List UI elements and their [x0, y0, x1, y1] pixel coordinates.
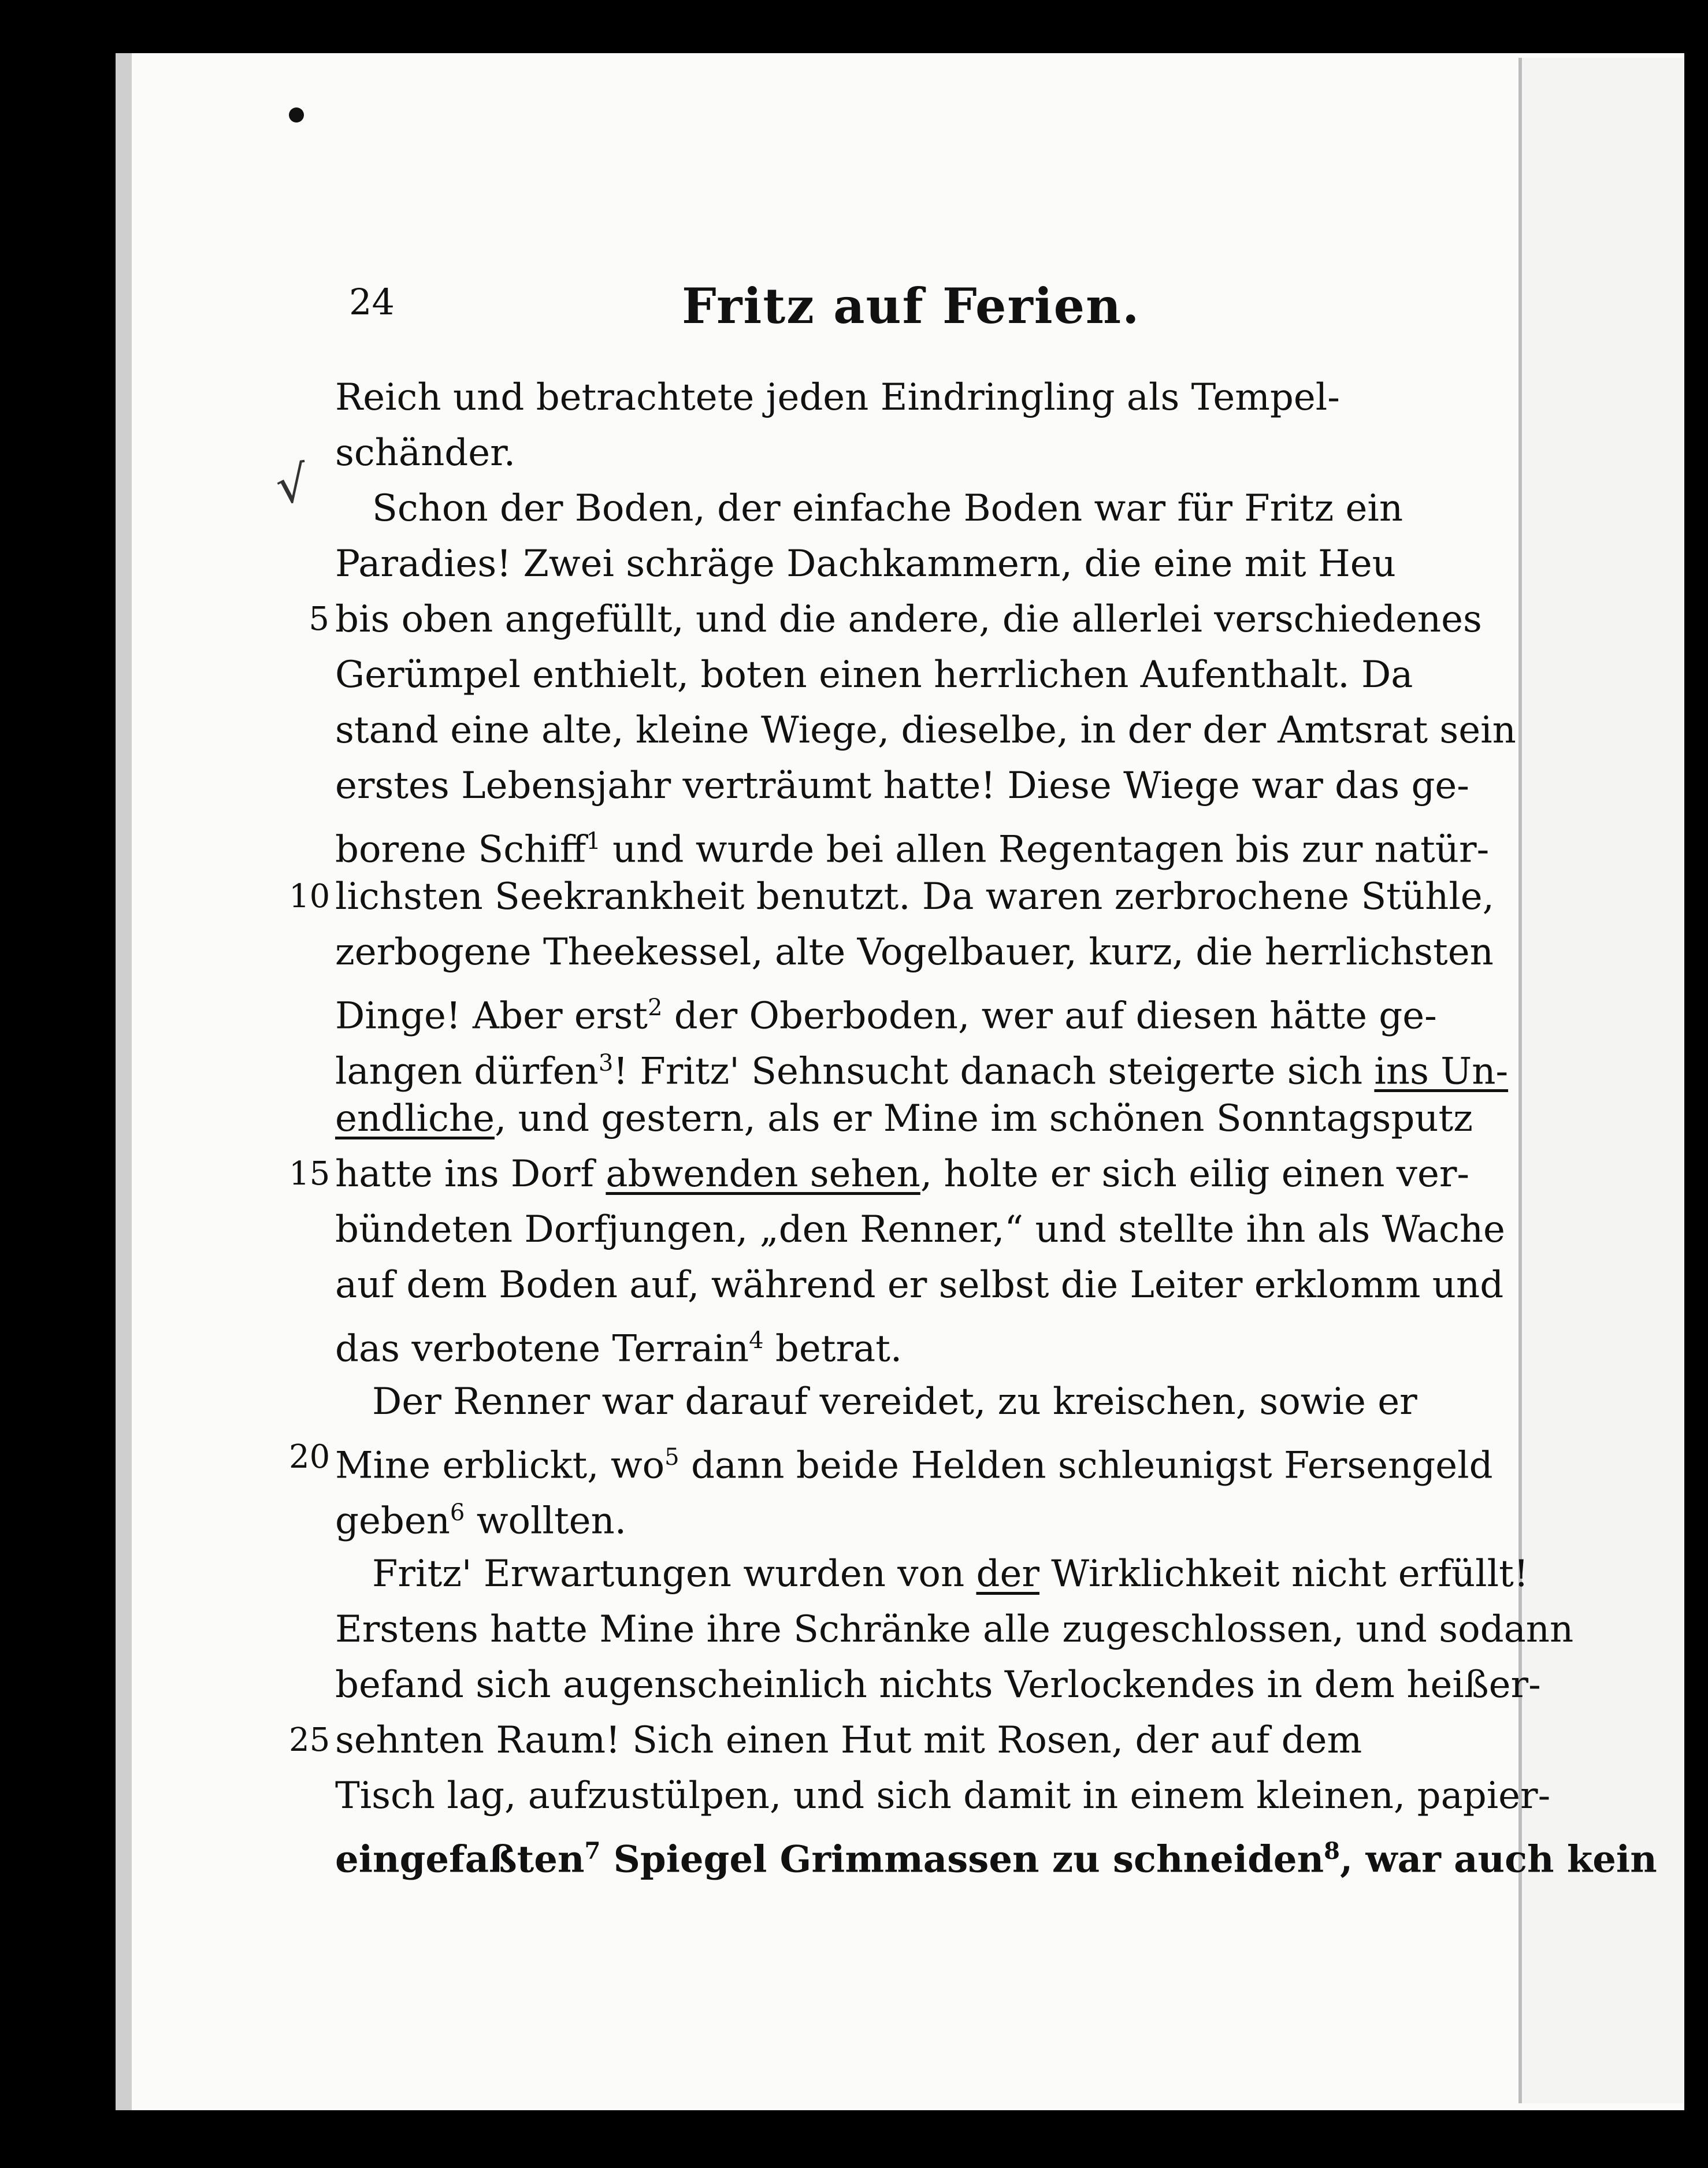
text-line: langen dürfen$^3$! Fritz' Sehnsucht danach steigerte sich ins Un-	[335, 1050, 1509, 1093]
footnote-ref: 4	[749, 1327, 764, 1354]
footnote-ref: 3	[598, 1050, 614, 1076]
text-line: Der Renner war darauf vereidet, zu kreischen, sowie er	[372, 1380, 1417, 1423]
footnote-ref: 6	[450, 1499, 465, 1526]
text-line: Fritz' Erwartungen wurden von der Wirklichkeit nicht erfüllt!	[372, 1553, 1529, 1595]
checkmark-margin-mark: √	[272, 454, 312, 517]
page-number: 24	[349, 281, 395, 323]
line-number: 25	[289, 1721, 331, 1759]
footnote-ref: 2	[647, 994, 663, 1021]
text-line: geben$^6$ wollten.	[335, 1499, 627, 1543]
text-line: Tisch lag, aufzustülpen, und sich damit in einem kleinen, papier-	[335, 1775, 1551, 1817]
line-number: 20	[289, 1438, 331, 1476]
text-line: Mine erblickt, $wo^5$ dann beide Helden schleunigst Fersengeld	[335, 1444, 1493, 1487]
footnote-ref: 5	[664, 1444, 680, 1471]
text-line: Dinge! Aber erst$^2$ der Oberboden, wer auf diesen hätte ge-	[335, 994, 1437, 1038]
line-number: 10	[289, 878, 331, 915]
text-line: Gerümpel enthielt, boten einen herrlichen Aufenthalt. Da	[335, 654, 1413, 696]
text-line: Erstens hatte Mine ihre Schränke alle zugeschlossen, und sodann	[335, 1608, 1574, 1651]
text-line: befand sich augenscheinlich nichts Verlockendes in dem heißer-	[335, 1664, 1541, 1706]
ink-dot	[289, 107, 304, 122]
footnote-ref: 8	[1324, 1837, 1340, 1865]
text-line: bis oben angefüllt, und die andere, die allerlei verschiedenes	[335, 598, 1482, 641]
text-line: lichsten Seekrankheit benutzt. Da waren zerbrochene Stühle,	[335, 875, 1494, 918]
underlined-phrase: abwenden sehen	[606, 1153, 920, 1196]
footnote-ref: 1	[586, 828, 601, 855]
text-line: eingefaßten$^7$ Spiegel Grimmassen zu schneiden$^8$, war auch kein	[335, 1837, 1657, 1881]
running-title: Fritz auf Ferien.	[682, 277, 1141, 335]
text-line: bündeten Dorfjungen, „den Renner,“ und stellte ihn als Wache	[335, 1208, 1505, 1251]
text-line: endliche, und gestern, als er Mine im schönen Sonntagsputz	[335, 1097, 1473, 1140]
text-line: hatte ins Dorf abwenden sehen, holte er sich eilig einen ver-	[335, 1153, 1470, 1196]
line-number: 5	[309, 600, 329, 638]
text-line: auf dem Boden auf, während er selbst die Leiter erklomm und	[335, 1264, 1504, 1306]
text-line: sehnten Raum! Sich einen Hut mit Rosen, der auf dem	[335, 1719, 1362, 1762]
underlined-phrase: endliche	[335, 1097, 495, 1140]
line-number: 15	[289, 1155, 331, 1193]
text-line: erstes Lebensjahr verträumt hatte! Diese Wiege war das ge-	[335, 764, 1469, 807]
text-line: das verbotene Terrain$^4$ betrat.	[335, 1327, 903, 1371]
text-line: Reich und betrachtete jeden Eindringling als Tempel-	[335, 376, 1340, 419]
text-line: borene Schiff$^1$ und wurde bei allen Regentagen bis zur natür-	[335, 828, 1490, 871]
text-line: zerbogene Theekessel, alte Vogelbauer, kurz, die herrlichsten	[335, 931, 1494, 974]
text-line: Paradies! Zwei schräge Dachkammern, die eine mit Heu	[335, 543, 1396, 585]
text-line: Schon der Boden, der einfache Boden war für Fritz ein	[372, 487, 1403, 530]
footnote-ref: 7	[584, 1837, 601, 1865]
underlined-phrase: der	[976, 1553, 1039, 1595]
underlined-phrase: ins Un-	[1374, 1050, 1509, 1093]
text-line: schänder.	[335, 432, 516, 474]
text-line: stand eine alte, kleine Wiege, dieselbe, in der der Amtsrat sein	[335, 709, 1516, 752]
